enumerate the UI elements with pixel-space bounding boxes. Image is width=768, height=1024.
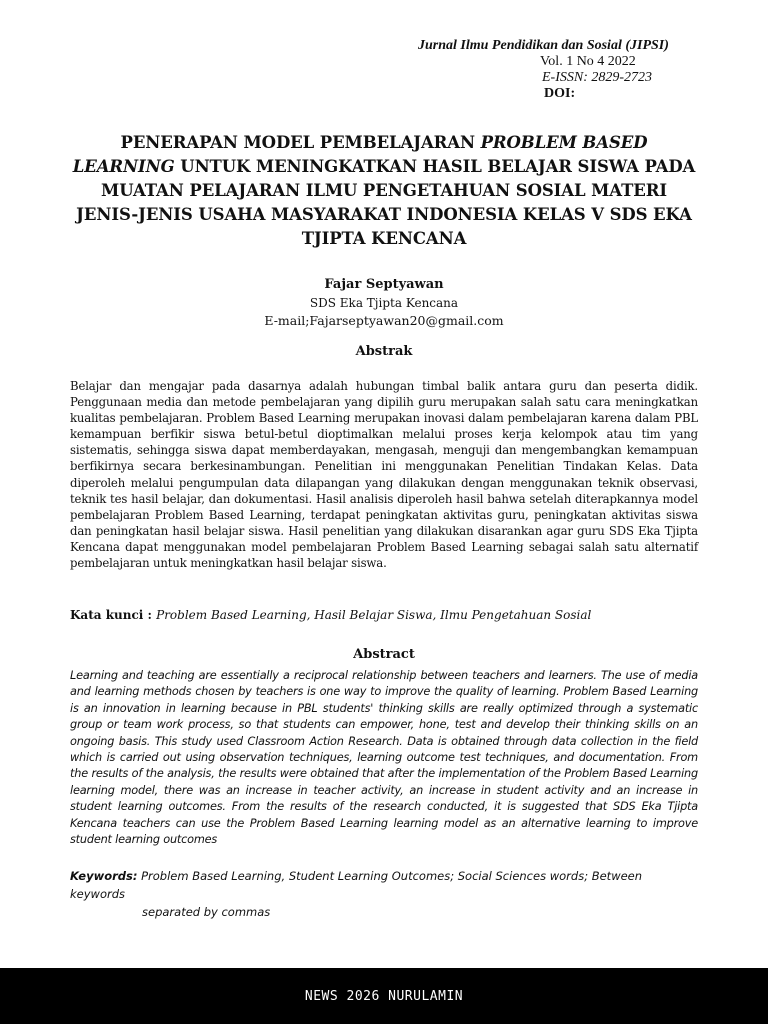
abstract-body: Learning and teaching are essentially a reciprocal relationship between teachers and learners. The use of media and learning methods chosen by teachers is one way to improve the quality of learning. Problem Based Learning is an innovation in learning because in PBL students' thinking skills are really optimized through a systematic group or team work process, so that students can empower, hone, test and develop their thinking skills on an ongoing basis. This study used Classroom Action Research. Data is obtained through data collection in the field which is carried out using observation techniques, learning outcome test techniques, and documentation. From the results of the analysis, the results were obtained that after the implementation of the Problem Based Learning learning model, there was an increase in teacher activity, an increase in student activity and an increase in student learning outcomes. From the results of the research conducted, it is suggested that SDS Eka Tjipta Kencana teachers can use the Problem Based Learning learning model as an alternative learning to improve student learning outcomes — [70, 669, 698, 847]
author-block — [0, 276, 768, 330]
author-name: Fajar Septyawan — [324, 277, 444, 292]
journal-volume: Vol. 1 No 4 2022 — [540, 54, 636, 69]
journal-doi: DOI: — [544, 86, 576, 101]
abstract-heading: Abstract — [353, 647, 415, 662]
journal-header — [418, 38, 718, 102]
journal-name: Jurnal Ilmu Pendidikan dan Sosial (JIPSI) — [418, 38, 669, 53]
banner-text: NEWS 2026 NURULAMIN — [304, 988, 464, 1004]
kata-kunci-value: Problem Based Learning, Hasil Belajar Siswa, Ilmu Pengetahuan Sosial — [156, 608, 592, 622]
keywords-label: Keywords: — [70, 869, 138, 883]
keywords — [70, 867, 700, 921]
abstrak-body: Belajar dan mengajar pada dasarnya adalah hubungan timbal balik antara guru dan peserta didik. Penggunaan media dan metode pembelajaran yang dipilih guru merupakan salah satu cara meningkatkan kualitas pembelajaran. Problem Based Learning merupakan inovasi dalam pembelajaran karena dalam PBL kemampuan berfikir siswa betul-betul dioptimalkan melalui proses kerja kelompok atau tim yang sistematis, sehingga siswa dapat memberdayakan, mengasah, menguji dan mengembangkan kemampuan berfikirnya secara berkesinambungan. Penelitian ini menggunakan Penelitian Tindakan Kelas. Data diperoleh melalui pengumpulan data dilapangan yang dilakukan dengan menggunakan teknik observasi, teknik tes hasil belajar, dan dokumentasi. Hasil analisis diperoleh hasil bahwa setelah diterapkannya model pembelajaran Problem Based Learning, terdapat peningkatan aktivitas guru, peningkatan aktivitas siswa dan peningkatan hasil belajar siswa. Hasil penelitian yang dilakukan disarankan agar guru SDS Eka Tjipta Kencana dapat menggunakan model pembelajaran Problem Based Learning sebagai salah satu alternatif pembelajaran untuk meningkatkan hasil belajar siswa. — [70, 379, 698, 571]
title-part-italic: PROBLEM BASED LEARNING — [72, 133, 648, 176]
journal-issn: E-ISSN: 2829-2723 — [542, 70, 653, 85]
kata-kunci-label: Kata kunci : — [70, 608, 157, 622]
author-email: E-mail;Fajarseptyawan20@gmail.com — [264, 313, 504, 328]
paper-title — [70, 131, 698, 251]
bottom-banner — [0, 968, 768, 1024]
title-part-rest: UNTUK MENINGKATKAN HASIL BELAJAR SISWA PADA MUATAN PELAJARAN ILMU PENGETAHUAN SOSIAL MATERI JENIS-JENIS USAHA MASYARAKAT INDONESIA KELAS V SDS EKA TJIPTA KENCANA — [76, 157, 696, 248]
author-affiliation: SDS Eka Tjipta Kencana — [309, 296, 459, 310]
abstrak-heading: Abstrak — [355, 344, 413, 359]
keywords-value-line1: Problem Based Learning, Student Learning Outcomes; Social Sciences words; Between keywords — [70, 869, 643, 901]
keywords-value-line2: separated by commas — [142, 905, 271, 919]
kata-kunci — [70, 608, 710, 622]
title-part-1: PENERAPAN MODEL PEMBELAJARAN — [120, 133, 481, 152]
